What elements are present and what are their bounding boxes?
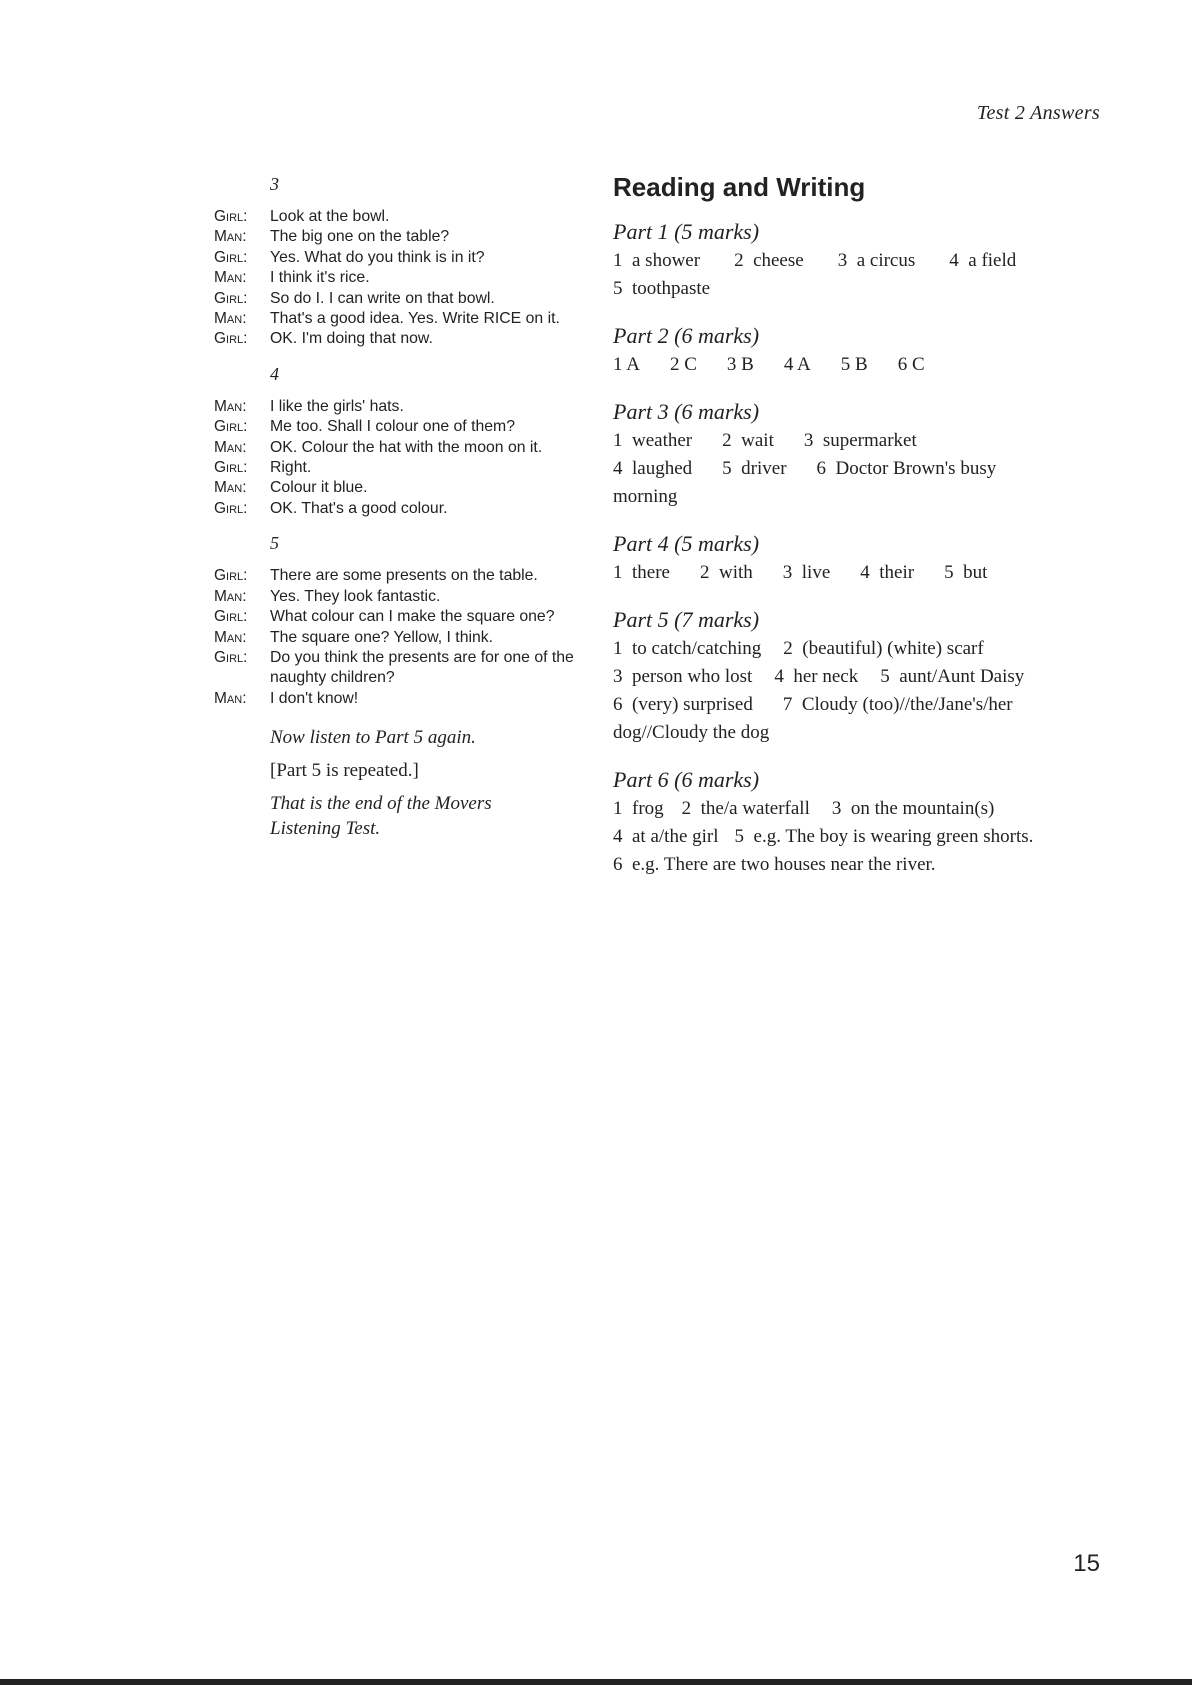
answer-item: dog//Cloudy the dog — [613, 722, 770, 743]
answer-part — [613, 605, 1083, 747]
answer-item: 4 laughed — [613, 458, 693, 479]
dialogue-line — [214, 689, 604, 709]
answer-item: 3 B — [726, 354, 754, 375]
dialogue-line — [214, 499, 604, 519]
answer-item: 3 live — [782, 562, 831, 583]
dialogue-line — [214, 289, 604, 309]
answer-part — [613, 217, 1083, 303]
dialogue-line — [214, 587, 604, 607]
dialogue-line — [214, 397, 604, 417]
answer-line — [613, 351, 1083, 379]
answer-item: 1 to catch/catching — [613, 638, 762, 659]
speaker-label: Girl: — [214, 248, 248, 266]
dialogue-text: I don't know! — [270, 689, 359, 707]
dialogue-text: I like the girls' hats. — [270, 397, 404, 415]
answer-item: 4 a field — [949, 250, 1017, 271]
answer-item: 5 B — [840, 354, 868, 375]
answer-line — [613, 823, 1083, 851]
answer-item: 2 cheese — [734, 250, 804, 271]
dialogue-text: Yes. They look fantastic. — [270, 587, 441, 605]
answer-item: 6 C — [897, 354, 925, 375]
answer-item: morning — [613, 486, 678, 507]
speaker-label: Girl: — [214, 567, 248, 585]
answer-item: 3 person who lost — [613, 666, 753, 687]
repeat-note: [Part 5 is repeated.] — [270, 760, 419, 782]
answer-item: 2 the/a waterfall — [681, 798, 810, 819]
answer-item: 4 their — [860, 562, 915, 583]
answer-item: 4 A — [783, 354, 811, 375]
dialogue-line — [214, 648, 604, 689]
answer-item: 5 aunt/Aunt Daisy — [880, 666, 1025, 687]
answer-item: 5 driver — [722, 458, 787, 479]
dialogue-text: OK. That's a good colour. — [270, 499, 448, 517]
speaker-label: Girl: — [214, 208, 248, 225]
answer-item: 1 weather — [613, 430, 693, 451]
dialogue-text: Look at the bowl. — [270, 208, 390, 225]
section-title: Reading and Writing — [613, 172, 866, 202]
answer-part — [613, 529, 1083, 587]
answer-line — [613, 635, 1083, 663]
dialogue-line — [214, 607, 604, 627]
answer-line — [613, 851, 1083, 879]
dialogue-line — [214, 248, 604, 268]
dialogue-text: Yes. What do you think is in it? — [270, 248, 485, 266]
dialogue-text: The square one? Yellow, I think. — [270, 628, 494, 646]
page-number: 15 — [1073, 1550, 1100, 1577]
dialogue-line — [214, 438, 604, 458]
answer-part — [613, 321, 1083, 379]
answer-item: 6 (very) surprised — [613, 694, 753, 715]
speaker-label: Girl: — [214, 499, 248, 517]
answer-line — [613, 275, 1083, 303]
answer-line — [613, 663, 1083, 691]
parts-container — [613, 217, 1083, 879]
speaker-label: Man: — [214, 587, 247, 605]
speaker-label: Man: — [214, 438, 247, 456]
dialogue-text: There are some presents on the table. — [270, 567, 538, 585]
answer-item: 3 supermarket — [803, 430, 917, 451]
speaker-label: Girl: — [214, 289, 248, 307]
answer-item: 2 wait — [722, 430, 774, 451]
speaker-label: Girl: — [214, 418, 248, 436]
answer-item: 4 her neck — [774, 666, 859, 687]
answer-line — [613, 559, 1083, 587]
dialogue-text: What colour can I make the square one? — [270, 608, 555, 626]
answer-item: 2 with — [699, 562, 753, 583]
answer-item: 2 (beautiful) (white) scarf — [783, 638, 984, 659]
answer-item: 5 e.g. The boy is wearing green shorts. — [734, 826, 1034, 847]
instruction-note: Now listen to Part 5 again. — [270, 727, 476, 749]
answer-line — [613, 795, 1083, 823]
reading-writing-answers — [613, 172, 1083, 897]
scene-block — [214, 174, 604, 350]
answer-line — [613, 719, 1083, 747]
dialogue-text: So do I. I can write on that bowl. — [270, 289, 495, 307]
speaker-label: Man: — [214, 479, 247, 497]
dialogue-line — [214, 478, 604, 498]
dialogue-line — [214, 268, 604, 288]
speaker-label: Girl: — [214, 459, 248, 477]
speaker-label: Girl: — [214, 608, 248, 626]
part-title: Part 2 (6 marks) — [613, 323, 760, 348]
dialogue-text: Me too. Shall I colour one of them? — [270, 418, 515, 436]
answer-item: 1 there — [613, 562, 670, 583]
answer-item: 1 A — [613, 354, 640, 375]
dialogue-line — [214, 566, 604, 586]
answer-item: 3 on the mountain(s) — [831, 798, 995, 819]
dialogue-text: That's a good idea. Yes. Write RICE on it. — [270, 310, 560, 328]
answer-item: 1 a shower — [613, 250, 701, 271]
speaker-label: Man: — [214, 628, 247, 646]
dialogue-text: OK. Colour the hat with the moon on it. — [270, 438, 543, 456]
answer-part — [613, 397, 1083, 511]
dialogue-line — [214, 309, 604, 329]
part-title: Part 5 (7 marks) — [613, 607, 760, 632]
speaker-label: Man: — [214, 228, 247, 246]
scene-block — [214, 533, 604, 709]
part-title: Part 4 (5 marks) — [613, 531, 760, 556]
dialogue-line — [214, 458, 604, 478]
bottom-border — [0, 1679, 1192, 1685]
part-title: Part 3 (6 marks) — [613, 399, 760, 424]
answer-item: 6 Doctor Brown's busy — [816, 458, 997, 479]
dialogue-text: Colour it blue. — [270, 479, 368, 497]
dialogue-text: Right. — [270, 459, 312, 477]
dialogue-line — [214, 628, 604, 648]
scene-number: 4 — [270, 363, 279, 384]
answer-part — [613, 765, 1083, 879]
dialogue-text: Do you think the presents are for one of the naughty children? — [270, 648, 574, 687]
speaker-label: Girl: — [214, 648, 248, 666]
answer-line — [613, 247, 1083, 275]
dialogue-line — [214, 207, 604, 227]
answer-item: 5 but — [944, 562, 988, 583]
end-note: That is the end of the Movers Listening Test. — [270, 793, 492, 840]
speaker-label: Man: — [214, 397, 247, 415]
dialogue-text: The big one on the table? — [270, 228, 450, 246]
answer-item: 7 Cloudy (too)//the/Jane's/her — [782, 694, 1013, 715]
answer-item: 5 toothpaste — [613, 278, 711, 299]
speaker-label: Man: — [214, 689, 247, 707]
dialogue-line — [214, 417, 604, 437]
answer-line — [613, 691, 1083, 719]
part-title: Part 1 (5 marks) — [613, 219, 760, 244]
answer-item: 2 C — [669, 354, 697, 375]
answer-line — [613, 427, 1083, 455]
dialogue-text: OK. I'm doing that now. — [270, 330, 433, 348]
answer-item: 3 a circus — [837, 250, 916, 271]
speaker-label: Man: — [214, 269, 247, 287]
listening-transcript — [214, 174, 604, 841]
scene-number: 3 — [270, 174, 279, 194]
dialogue-line — [214, 329, 604, 349]
dialogue-line — [214, 227, 604, 247]
page-header: Test 2 Answers — [976, 102, 1100, 124]
speaker-label: Man: — [214, 310, 247, 328]
answer-line — [613, 455, 1083, 483]
scene-number: 5 — [270, 533, 279, 554]
answer-item: 4 at a/the girl — [613, 826, 719, 847]
answer-line — [613, 483, 1083, 511]
speaker-label: Girl: — [214, 330, 248, 348]
dialogue-text: I think it's rice. — [270, 269, 370, 287]
scene-block — [214, 364, 604, 519]
answer-item: 6 e.g. There are two houses near the river. — [613, 854, 936, 875]
answer-item: 1 frog — [613, 798, 664, 819]
part-title: Part 6 (6 marks) — [613, 767, 760, 792]
